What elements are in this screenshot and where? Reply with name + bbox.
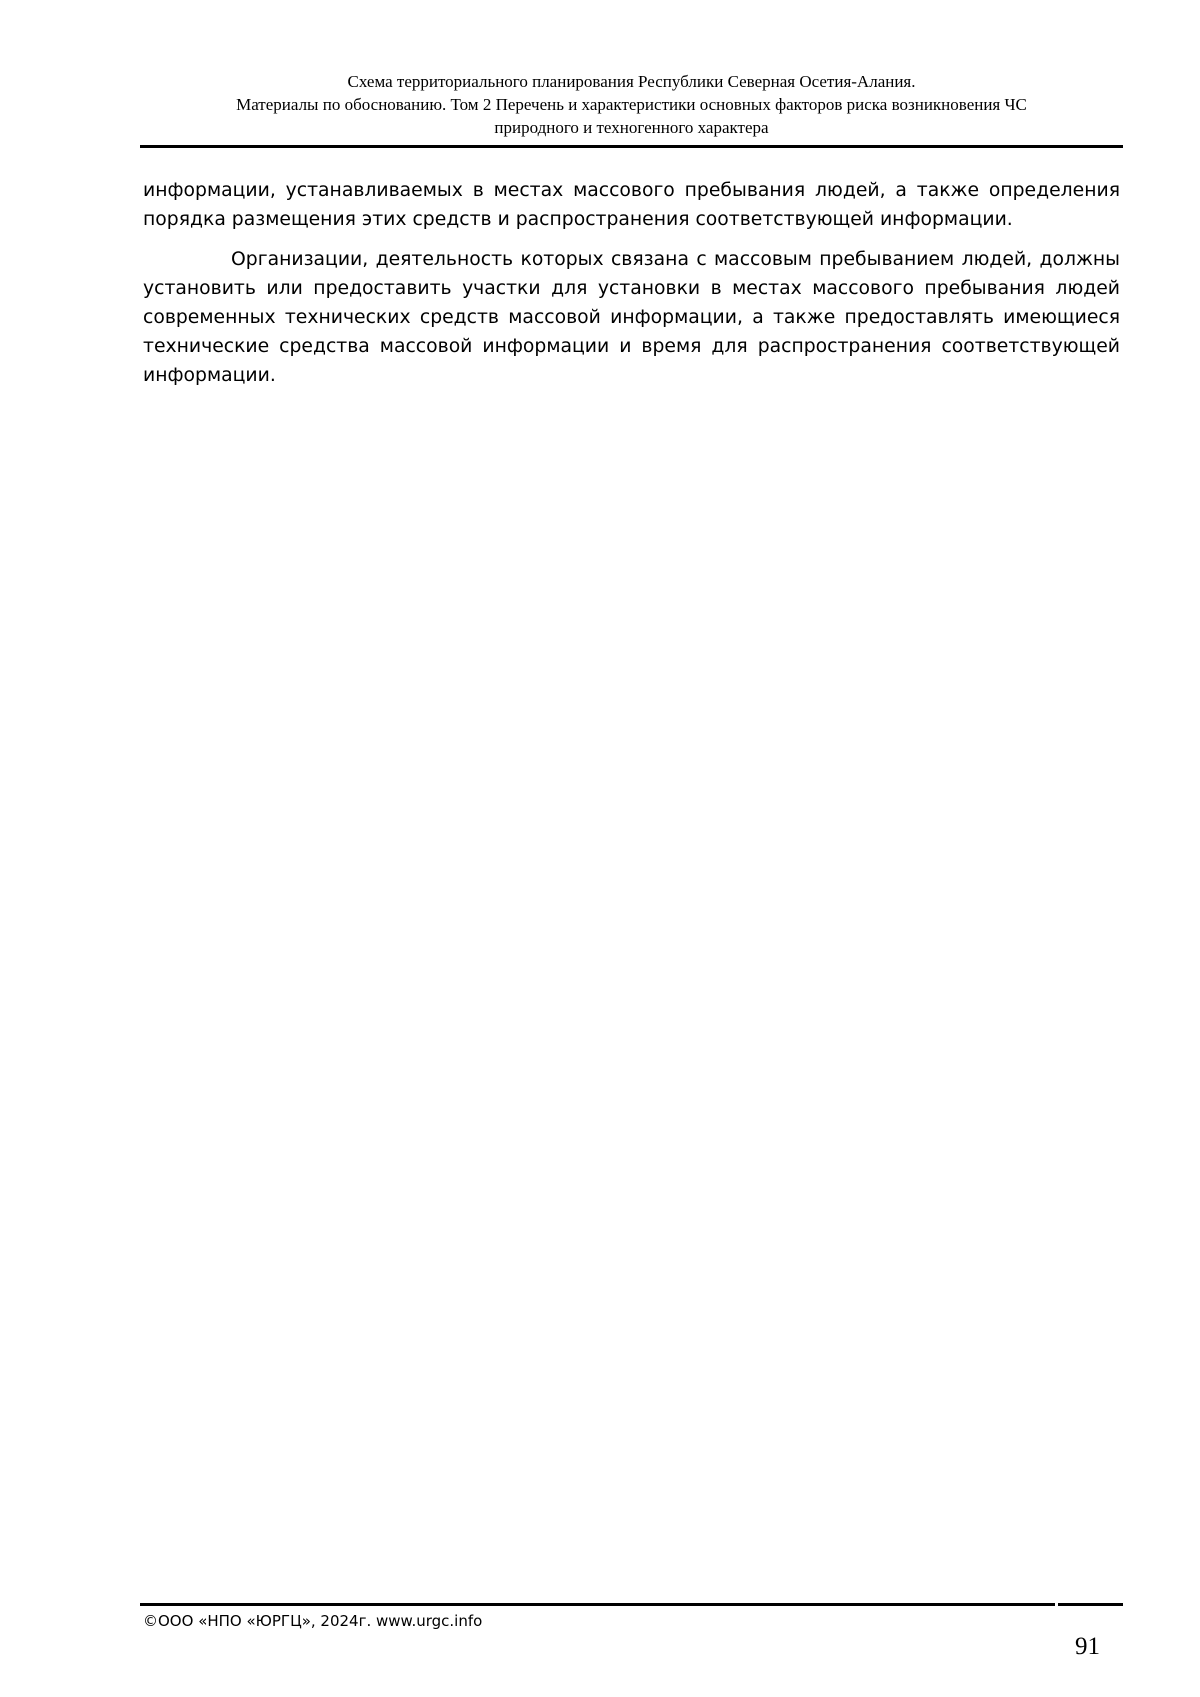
body-paragraph-2: Организации, деятельность которых связана с массовым пребыванием людей, должны установить или предоставить участки для установки в местах массового пребывания людей современных технических средств массовой информации, а также предоставлять имеющиеся технические средства массовой информации и время для распространения соответствующей информации.	[143, 249, 1120, 386]
footer-divider-gap	[1055, 1603, 1058, 1606]
header-line-1: Схема территориального планирования Республики Северная Осетия-Алания.	[347, 72, 916, 91]
body-paragraph-1: информации, устанавливаемых в местах массового пребывания людей, а также определения порядка размещения этих средств и распространения соответствующей информации.	[143, 180, 1120, 230]
footer-divider	[140, 1603, 1123, 1606]
page-header	[140, 70, 1123, 139]
document-body	[143, 176, 1120, 401]
header-divider	[140, 145, 1123, 148]
header-line-2: Материалы по обоснованию. Том 2 Перечень и характеристики основных факторов риска возникновения ЧС	[236, 95, 1027, 114]
footer-copyright: ©ООО «НПО «ЮРГЦ», 2024г. www.urgc.info	[143, 1612, 483, 1630]
page-number: 91	[1075, 1633, 1100, 1660]
header-line-3: природного и техногенного характера	[494, 118, 769, 137]
